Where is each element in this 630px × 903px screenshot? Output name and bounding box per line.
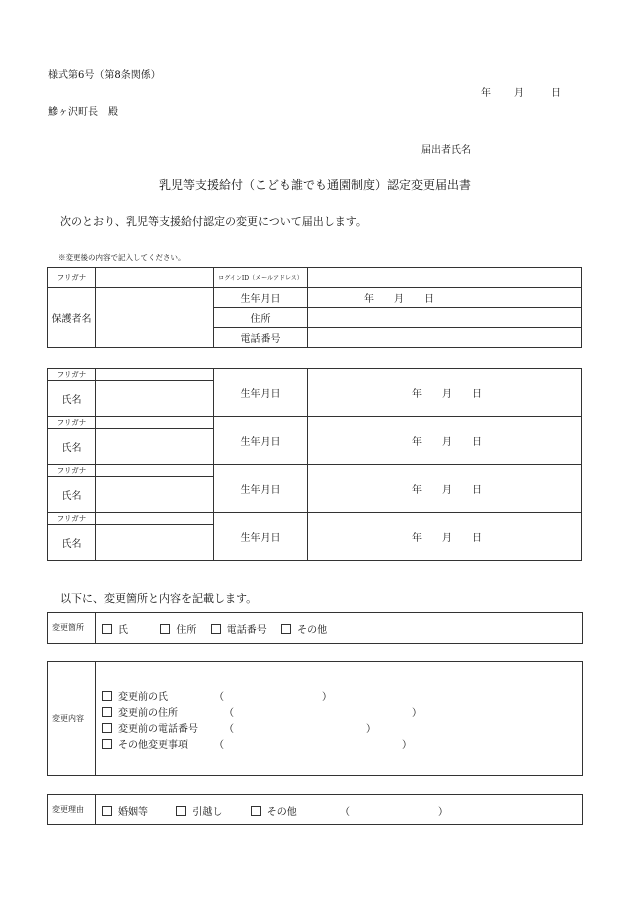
child-birth-month: 月 bbox=[442, 437, 452, 448]
guardian-name-field[interactable] bbox=[96, 288, 214, 348]
child-birth-day: 日 bbox=[472, 389, 482, 400]
change-reason-option[interactable]: その他 bbox=[251, 807, 297, 818]
open-paren: （ bbox=[224, 708, 234, 719]
child-birth-day: 日 bbox=[472, 533, 482, 544]
change-reason-option[interactable]: 婚姻等 bbox=[102, 807, 148, 818]
child-name-field[interactable] bbox=[96, 429, 214, 465]
change-items-label: 変更箇所 bbox=[52, 623, 84, 632]
change-items-box bbox=[47, 612, 583, 644]
child-birth-year: 年 bbox=[412, 533, 422, 544]
child-furigana-field[interactable] bbox=[96, 513, 214, 525]
child-name-field[interactable] bbox=[96, 381, 214, 417]
child-name-label: 氏名 bbox=[48, 381, 96, 417]
note-text: ※変更後の内容で記入してください。 bbox=[58, 253, 186, 262]
guardian-furigana-label: フリガナ bbox=[48, 268, 96, 288]
child-name-label: 氏名 bbox=[48, 525, 96, 561]
guardian-address-label: 住所 bbox=[214, 308, 308, 328]
checkbox-icon[interactable] bbox=[251, 806, 261, 816]
guardian-name-label: 保護者名 bbox=[48, 288, 96, 348]
child-birthdate-field[interactable] bbox=[308, 465, 582, 513]
addressee: 鰺ヶ沢町長 殿 bbox=[48, 107, 118, 118]
change-content-label: 変更内容 bbox=[52, 714, 84, 723]
form-number: 様式第6号（第8条関係） bbox=[48, 70, 161, 81]
change-item-option[interactable]: 電話番号 bbox=[211, 625, 267, 636]
child-birth-day: 日 bbox=[472, 485, 482, 496]
checkbox-icon[interactable] bbox=[102, 723, 112, 733]
date-month-label: 月 bbox=[514, 88, 524, 99]
checkbox-icon[interactable] bbox=[160, 624, 170, 634]
child-name-label: 氏名 bbox=[48, 477, 96, 513]
change-reason-options bbox=[102, 803, 297, 818]
change-content-line[interactable]: その他変更事項 bbox=[102, 736, 188, 751]
guardian-table bbox=[47, 267, 582, 348]
change-reason-option[interactable]: 引越し bbox=[176, 807, 222, 818]
child-name-field[interactable] bbox=[96, 477, 214, 513]
child-name-field[interactable] bbox=[96, 525, 214, 561]
form-title: 乳児等支援給付（こども誰でも通園制度）認定変更届出書 bbox=[158, 178, 471, 192]
login-id-label: ログインID（メールアドレス） bbox=[214, 268, 308, 288]
checkbox-icon[interactable] bbox=[211, 624, 221, 634]
child-birthdate-label: 生年月日 bbox=[214, 465, 308, 513]
checkbox-icon[interactable] bbox=[102, 739, 112, 749]
change-intro-text: 以下に、変更箇所と内容を記載します。 bbox=[60, 592, 258, 605]
change-reason-box bbox=[47, 794, 583, 825]
change-reason-label: 変更理由 bbox=[52, 805, 84, 814]
child-furigana-field[interactable] bbox=[96, 465, 214, 477]
children-table bbox=[47, 368, 582, 561]
open-paren: （ bbox=[214, 692, 224, 703]
guardian-phone-label: 電話番号 bbox=[214, 328, 308, 348]
close-paren: ） bbox=[412, 708, 422, 719]
guardian-birthdate-field[interactable] bbox=[308, 288, 582, 308]
child-birthdate-field[interactable] bbox=[308, 513, 582, 561]
guardian-birthdate-label: 生年月日 bbox=[214, 288, 308, 308]
child-furigana-label: フリガナ bbox=[48, 417, 96, 429]
guardian-address-field[interactable] bbox=[308, 308, 582, 328]
child-birth-year: 年 bbox=[412, 485, 422, 496]
applicant-name-label: 届出者氏名 bbox=[421, 145, 471, 156]
close-paren: ） bbox=[402, 740, 412, 751]
child-birth-month: 月 bbox=[442, 389, 452, 400]
child-name-label: 氏名 bbox=[48, 429, 96, 465]
checkbox-icon[interactable] bbox=[176, 806, 186, 816]
checkbox-icon[interactable] bbox=[281, 624, 291, 634]
child-birthdate-field[interactable] bbox=[308, 417, 582, 465]
guardian-birth-day: 日 bbox=[424, 294, 434, 305]
child-birth-month: 月 bbox=[442, 533, 452, 544]
change-content-line[interactable]: 変更前の氏 bbox=[102, 688, 168, 703]
change-content-line[interactable]: 変更前の住所 bbox=[102, 704, 178, 719]
change-item-option[interactable]: その他 bbox=[281, 625, 327, 636]
child-birth-year: 年 bbox=[412, 437, 422, 448]
change-content-box bbox=[47, 661, 583, 776]
open-paren: （ bbox=[224, 724, 234, 735]
checkbox-icon[interactable] bbox=[102, 691, 112, 701]
close-paren: ） bbox=[438, 807, 448, 818]
checkbox-icon[interactable] bbox=[102, 806, 112, 816]
date-year-label: 年 bbox=[481, 88, 491, 99]
date-day-label: 日 bbox=[551, 88, 561, 99]
change-content-line[interactable]: 変更前の電話番号 bbox=[102, 720, 198, 735]
child-furigana-label: フリガナ bbox=[48, 465, 96, 477]
child-furigana-field[interactable] bbox=[96, 417, 214, 429]
child-birthdate-label: 生年月日 bbox=[214, 417, 308, 465]
close-paren: ） bbox=[366, 724, 376, 735]
child-birthdate-field[interactable] bbox=[308, 369, 582, 417]
child-birth-year: 年 bbox=[412, 389, 422, 400]
change-item-option[interactable]: 住所 bbox=[160, 625, 196, 636]
guardian-birth-year: 年 bbox=[364, 294, 374, 305]
change-item-option[interactable]: 氏 bbox=[102, 625, 128, 636]
open-paren: （ bbox=[340, 807, 350, 818]
child-birthdate-label: 生年月日 bbox=[214, 513, 308, 561]
child-furigana-field[interactable] bbox=[96, 369, 214, 381]
child-birth-month: 月 bbox=[442, 485, 452, 496]
guardian-phone-field[interactable] bbox=[308, 328, 582, 348]
intro-text: 次のとおり、乳児等支援給付認定の変更について届出します。 bbox=[60, 215, 367, 228]
guardian-furigana-field[interactable] bbox=[96, 268, 214, 288]
child-furigana-label: フリガナ bbox=[48, 513, 96, 525]
close-paren: ） bbox=[322, 692, 332, 703]
child-birth-day: 日 bbox=[472, 437, 482, 448]
checkbox-icon[interactable] bbox=[102, 624, 112, 634]
change-items-options bbox=[102, 621, 327, 636]
child-birthdate-label: 生年月日 bbox=[214, 369, 308, 417]
login-id-field[interactable] bbox=[308, 268, 582, 288]
open-paren: （ bbox=[214, 740, 224, 751]
child-furigana-label: フリガナ bbox=[48, 369, 96, 381]
guardian-birth-month: 月 bbox=[394, 294, 404, 305]
checkbox-icon[interactable] bbox=[102, 707, 112, 717]
